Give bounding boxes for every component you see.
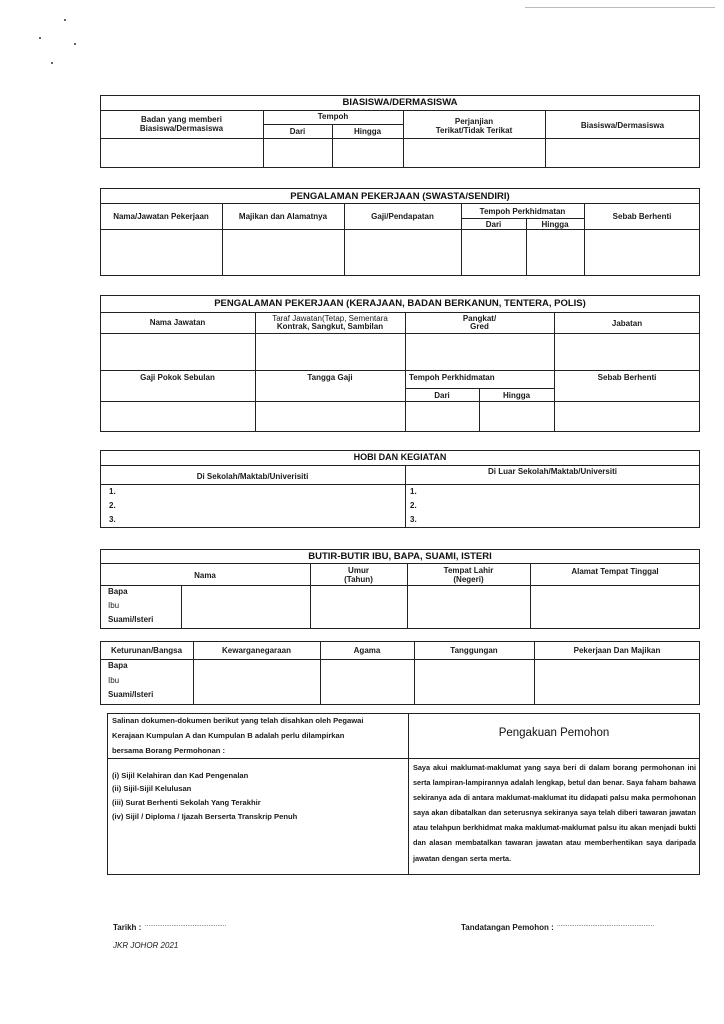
header-hingga: Hingga — [353, 127, 382, 136]
header-hingga: Hingga — [502, 391, 531, 400]
butir-nama-field[interactable] — [182, 586, 309, 628]
form-code: JKR JOHOR 2021 — [113, 941, 179, 950]
biasiswa-perjanjian-field[interactable] — [404, 139, 544, 167]
scan-speck — [64, 19, 66, 21]
header-agama: Agama — [353, 646, 381, 655]
header-gaji-pokok: Gaji Pokok Sebulan — [140, 373, 215, 382]
tandatangan-label: Tandatangan Pemohon : — [461, 923, 554, 932]
hobi-right-number-2: 2. — [410, 501, 417, 510]
kerajaan-tangga-field[interactable] — [256, 402, 404, 431]
header-sebab: Sebab Berhenti — [597, 373, 657, 382]
swasta-dari-field[interactable] — [462, 230, 525, 275]
header-taraf-line2: Kontrak, Sangkut, Sambilan — [276, 322, 384, 331]
kerajaan-gaji-field[interactable] — [101, 402, 254, 431]
header-biasiswa: Biasiswa/Dermasiswa — [580, 121, 665, 130]
header-tempoh: Tempoh Perkhidmatan — [479, 207, 566, 216]
kerajaan-hingga-field[interactable] — [480, 402, 553, 431]
hobi-left-field-1[interactable] — [120, 485, 403, 498]
header-perjanjian-line2: Terikat/Tidak Terikat — [435, 126, 513, 135]
dokumen-item-3: (iii) Surat Berhenti Sekolah Yang Terakhir — [112, 798, 261, 807]
hobi-left-field-2[interactable] — [120, 499, 403, 512]
dokumen-intro-line2: Kerajaan Kumpulan A dan Kumpulan B adalah perlu dilampirkan — [112, 731, 345, 740]
butir-umur-field[interactable] — [311, 586, 406, 628]
header-tempoh: Tempoh — [317, 112, 349, 121]
dokumen-intro-line1: Salinan dokumen-dokumen berikut yang telah disahkan oleh Pegawai — [112, 716, 364, 725]
pengakuan-title: Pengakuan Pemohon — [498, 727, 610, 739]
header-hingga: Hingga — [541, 220, 569, 229]
swasta-title: PENGALAMAN PEKERJAAN (SWASTA/SENDIRI) — [290, 191, 510, 202]
butir-title: BUTIR-BUTIR IBU, BAPA, SUAMI, ISTERI — [308, 551, 492, 562]
header-dari: Dari — [485, 220, 502, 229]
header-nama-jawatan: Nama Jawatan — [149, 318, 206, 327]
keturunan-agama-field[interactable] — [321, 660, 413, 704]
row-label-ibu: Ibu — [108, 601, 120, 610]
hobi-right-field-1[interactable] — [421, 485, 698, 498]
header-majikan: Majikan dan Alamatnya — [238, 212, 328, 221]
header-tempat-lahir-line2: (Negeri) — [453, 575, 484, 584]
keturunan-kewarganegaraan-field[interactable] — [194, 660, 319, 704]
row-label-suami-isteri: Suami/Isteri — [108, 690, 154, 699]
header-kewarganegaraan: Kewarganegaraan — [222, 646, 291, 655]
hobi-title: HOBI DAN KEGIATAN — [353, 452, 447, 462]
swasta-sebab-field[interactable] — [585, 230, 699, 275]
top-scan-rule — [525, 7, 715, 8]
header-badan-line2: Biasiswa/Dermasiswa — [139, 124, 224, 133]
swasta-nama-field[interactable] — [101, 230, 221, 275]
swasta-majikan-field[interactable] — [223, 230, 343, 275]
header-tempoh: Tempoh Perkhidmatan — [409, 373, 495, 382]
header-dari: Dari — [434, 391, 450, 400]
header-keturunan: Keturunan/Bangsa — [110, 646, 183, 655]
scan-speck — [39, 37, 41, 39]
butir-alamat-field[interactable] — [531, 586, 699, 628]
dokumen-item-4: (iv) Sijil / Diploma / Ijazah Berserta Transkrip Penuh — [112, 812, 298, 821]
hobi-left-number-1: 1. — [109, 487, 116, 496]
hobi-right-number-3: 3. — [410, 515, 417, 524]
row-label-bapa: Bapa — [108, 661, 128, 670]
swasta-hingga-field[interactable] — [527, 230, 583, 275]
header-jabatan: Jabatan — [611, 319, 643, 328]
row-label-bapa: Bapa — [108, 587, 128, 596]
tandatangan-field[interactable]: ....................................................... — [557, 922, 655, 928]
tarikh-label: Tarikh : — [113, 923, 142, 932]
header-umur-line1: Umur — [348, 566, 369, 575]
tarikh-field[interactable]: .............................................. — [145, 922, 227, 928]
header-pangkat-line2: Gred — [470, 322, 489, 331]
dokumen-item-2: (ii) Sijil-Sijil Kelulusan — [112, 784, 192, 793]
row-label-ibu: Ibu — [108, 676, 120, 685]
header-pekerjaan-majikan: Pekerjaan Dan Majikan — [573, 646, 661, 655]
keturunan-pekerjaan-field[interactable] — [535, 660, 699, 704]
header-sebab: Sebab Berhenti — [612, 212, 672, 221]
biasiswa-title: BIASISWA/DERMASISWA — [342, 97, 458, 108]
hobi-right-number-1: 1. — [410, 487, 417, 496]
header-dari: Dari — [289, 127, 306, 136]
header-badan-line1: Badan yang memberi — [141, 115, 222, 124]
header-alamat: Alamat Tempat Tinggal — [571, 567, 659, 576]
hobi-left-number-3: 3. — [109, 515, 116, 524]
kerajaan-title: PENGALAMAN PEKERJAAN (KERAJAAN, BADAN BERKANUN, TENTERA, POLIS) — [214, 298, 586, 309]
header-nama-jawatan: Nama/Jawatan Pekerjaan — [113, 212, 209, 221]
header-pangkat-line1: Pangkat/ — [462, 314, 497, 323]
header-perjanjian-line1: Perjanjian — [454, 117, 494, 126]
hobi-right-field-3[interactable] — [421, 513, 698, 526]
dokumen-intro-line3: bersama Borang Permohonan : — [112, 746, 226, 755]
hobi-left-field-3[interactable] — [120, 513, 403, 526]
biasiswa-dari-field[interactable] — [264, 139, 331, 167]
row-label-suami-isteri: Suami/Isteri — [108, 615, 154, 624]
header-gaji: Gaji/Pendapatan — [371, 212, 434, 221]
header-taraf-line1: Taraf Jawatan(Tetap, Sementara — [272, 314, 388, 323]
pengakuan-text: Saya akui maklumat-maklumat yang saya beri di dalam borang permohonan ini serta lampiran-lampirannya adalah lengkap, betul dan benar. Saya faham bahawa sekiranya ada di antara maklumat-maklumat itu didapati palsu maka permohonan saya akan dibatalkan dan seterusnya sekiranya saya telah diberi tawaran jawatan atau telahpun berkhidmat maka maklumat-maklumat palsu itu akan menjadi bukti dan alasan membatalkan tawaran jawatan atau memberhentikan saya daripada jawatan dengan serta merta. — [413, 763, 696, 863]
hobi-right-field-2[interactable] — [421, 499, 698, 512]
kerajaan-dari-field[interactable] — [406, 402, 478, 431]
kerajaan-pangkat-field[interactable] — [406, 334, 553, 369]
biasiswa-badan-field[interactable] — [101, 139, 262, 167]
header-di-sekolah: Di Sekolah/Maktab/Univerisiti — [196, 472, 309, 481]
header-di-luar-sekolah: Di Luar Sekolah/Maktab/Universiti — [488, 467, 617, 476]
header-nama: Nama — [194, 571, 216, 580]
header-tanggungan: Tanggungan — [450, 646, 498, 655]
biasiswa-hingga-field[interactable] — [333, 139, 402, 167]
biasiswa-jenis-field[interactable] — [546, 139, 699, 167]
header-tangga-gaji: Tangga Gaji — [307, 373, 353, 382]
header-umur-line2: (Tahun) — [344, 575, 373, 584]
kerajaan-sebab-field[interactable] — [555, 402, 699, 431]
kerajaan-jabatan-field[interactable] — [555, 334, 699, 369]
scan-speck — [74, 43, 76, 45]
hobi-left-number-2: 2. — [109, 501, 116, 510]
kerajaan-nama-field[interactable] — [101, 334, 254, 369]
dokumen-item-1: (i) Sijil Kelahiran dan Kad Pengenalan — [112, 771, 249, 780]
kerajaan-taraf-field[interactable] — [256, 334, 404, 369]
header-tempat-lahir-line1: Tempat Lahir — [443, 566, 494, 575]
swasta-gaji-field[interactable] — [345, 230, 460, 275]
keturunan-tanggungan-field[interactable] — [415, 660, 533, 704]
scan-speck — [51, 62, 53, 64]
butir-tempat-lahir-field[interactable] — [408, 586, 529, 628]
